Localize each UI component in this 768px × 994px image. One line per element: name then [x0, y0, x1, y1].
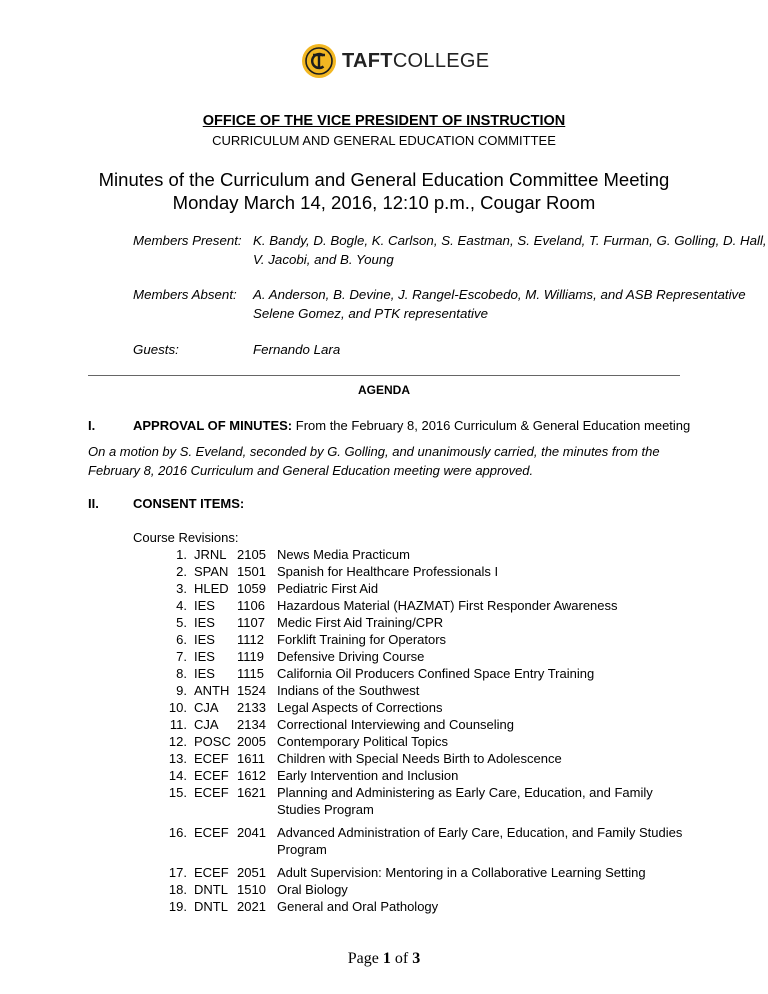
course-item	[133, 716, 693, 733]
committee-name: CURRICULUM AND GENERAL EDUCATION COMMITTEE	[212, 133, 556, 148]
course-number: 12.	[168, 734, 187, 749]
page-footer: Page 1 of 3	[347, 950, 421, 967]
course-code: 1107	[237, 615, 265, 630]
course-title: Defensive Driving Course	[277, 649, 425, 664]
guests-label: Guests:	[133, 342, 179, 357]
course-item	[133, 767, 693, 784]
course-number: 1.	[176, 547, 187, 562]
course-item	[133, 614, 693, 631]
meeting-title-line2: Monday March 14, 2016, 12:10 p.m., Cougar Room	[172, 192, 596, 213]
course-dept: POSC	[194, 734, 231, 749]
course-number: 17.	[168, 865, 187, 880]
course-code: 1510	[237, 882, 266, 897]
course-title: Early Intervention and Inclusion	[277, 768, 459, 783]
course-title: Medic First Aid Training/CPR	[277, 615, 444, 630]
course-item	[133, 648, 693, 665]
course-number: 11.	[169, 717, 187, 732]
course-number: 9.	[176, 683, 187, 698]
course-number: 15.	[168, 785, 187, 800]
course-code: 1115	[237, 666, 264, 681]
course-title: Oral Biology	[277, 882, 348, 897]
course-number: 14.	[168, 768, 187, 783]
course-number: 7.	[176, 649, 187, 664]
course-title: News Media Practicum	[277, 547, 410, 562]
course-number: 4.	[176, 598, 187, 613]
course-item	[133, 631, 693, 648]
members-present-value: K. Bandy, D. Bogle, K. Carlson, S. Eastman, S. Eveland, T. Furman, G. Golling, D. Hall, V. Jacobi, and B. Young	[253, 233, 767, 267]
course-title: Advanced Administration of Early Care, Education, and Family Studies Program	[277, 825, 683, 857]
course-title: Spanish for Healthcare Professionals I	[277, 564, 499, 579]
course-item	[133, 733, 693, 750]
course-code: 1112	[237, 632, 264, 647]
course-code: 1106	[237, 598, 265, 613]
course-dept: ECEF	[194, 768, 229, 783]
course-code: 2134	[237, 717, 266, 732]
section-heading: CONSENT ITEMS:	[133, 496, 245, 511]
office-title: OFFICE OF THE VICE PRESIDENT OF INSTRUCTION	[202, 113, 566, 129]
course-title: California Oil Producers Confined Space Entry Training	[277, 666, 595, 681]
course-title: Indians of the Southwest	[277, 683, 420, 698]
course-code: 2051	[237, 865, 266, 880]
members-present-label: Members Present:	[133, 233, 242, 248]
course-code: 2133	[237, 700, 266, 715]
course-title: Correctional Interviewing and Counseling	[277, 717, 515, 732]
course-title: Forklift Training for Operators	[277, 632, 447, 647]
course-number: 2.	[176, 564, 187, 579]
course-dept: CJA	[194, 700, 219, 715]
course-item	[133, 580, 693, 597]
agenda-heading: AGENDA	[357, 383, 410, 397]
course-dept: SPAN	[194, 564, 229, 579]
course-code: 1612	[237, 768, 266, 783]
course-dept: JRNL	[194, 547, 227, 562]
course-dept: ECEF	[194, 825, 229, 840]
course-number: 16.	[168, 825, 187, 840]
course-code: 1059	[237, 581, 266, 596]
course-title: Adult Supervision: Mentoring in a Collaborative Learning Setting	[277, 865, 646, 880]
course-code: 1524	[237, 683, 266, 698]
course-item	[133, 881, 693, 898]
section-heading: APPROVAL OF MINUTES: From the February 8, 2016 Curriculum & General Education meeting	[133, 418, 691, 433]
course-dept: ECEF	[194, 751, 229, 766]
course-item	[133, 784, 693, 817]
course-item	[133, 563, 693, 580]
course-item	[133, 699, 693, 716]
course-dept: ECEF	[194, 865, 229, 880]
course-number: 3.	[176, 581, 187, 596]
course-number: 18.	[168, 882, 187, 897]
course-item	[133, 546, 693, 563]
course-number: 8.	[176, 666, 187, 681]
course-number: 5.	[176, 615, 187, 630]
section-number: II.	[88, 496, 99, 511]
members-absent-label: Members Absent:	[133, 287, 237, 302]
course-dept: ECEF	[194, 785, 229, 800]
course-dept: DNTL	[194, 899, 228, 914]
course-item	[133, 898, 693, 915]
course-title: Children with Special Needs Birth to Adolescence	[277, 751, 562, 766]
course-code: 2105	[237, 547, 266, 562]
course-code: 2005	[237, 734, 266, 749]
course-title: General and Oral Pathology	[277, 899, 439, 914]
course-dept: IES	[194, 615, 215, 630]
taft-college-logo	[302, 42, 489, 80]
course-item	[133, 864, 693, 881]
course-dept: IES	[194, 649, 215, 664]
course-title: Contemporary Political Topics	[277, 734, 448, 749]
course-item	[133, 597, 693, 614]
course-dept: IES	[194, 598, 215, 613]
divider	[88, 375, 680, 376]
course-item	[133, 682, 693, 699]
course-code: 2041	[237, 825, 266, 840]
section-number: I.	[88, 418, 96, 433]
course-title: Hazardous Material (HAZMAT) First Responder Awareness	[277, 598, 618, 613]
course-dept: IES	[194, 632, 215, 647]
college-seal-icon	[302, 44, 336, 78]
members-absent-value: A. Anderson, B. Devine, J. Rangel-Escobedo, M. Williams, and ASB Representative Selene Gomez, and PTK representative	[253, 287, 746, 321]
course-code: 1119	[237, 649, 264, 664]
meeting-title-line1: Minutes of the Curriculum and General Education Committee Meeting	[98, 169, 670, 190]
course-dept: DNTL	[194, 882, 228, 897]
course-title: Pediatric First Aid	[277, 581, 379, 596]
course-item	[133, 750, 693, 767]
guests-value: Fernando Lara	[253, 342, 341, 357]
course-item	[133, 824, 693, 857]
course-number: 19.	[168, 899, 187, 914]
meeting-title	[0, 168, 768, 214]
course-dept: HLED	[194, 581, 229, 596]
course-number: 13.	[168, 751, 187, 766]
course-number: 6.	[176, 632, 187, 647]
course-code: 1611	[237, 751, 265, 766]
course-item	[133, 665, 693, 682]
course-title: Legal Aspects of Corrections	[277, 700, 443, 715]
course-dept: IES	[194, 666, 215, 681]
course-revisions-heading: Course Revisions:	[133, 530, 239, 545]
motion-text: On a motion by S. Eveland, seconded by G. Golling, and unanimously carried, the minutes from the February 8, 2016 Curriculum and General Education meeting were approved.	[88, 444, 660, 478]
course-dept: ANTH	[194, 683, 230, 698]
course-title: Planning and Administering as Early Care, Education, and Family Studies Program	[277, 785, 653, 817]
course-dept: CJA	[194, 717, 219, 732]
course-number: 10.	[168, 700, 187, 715]
course-code: 2021	[237, 899, 266, 914]
course-code: 1501	[237, 564, 266, 579]
course-code: 1621	[237, 785, 266, 800]
logo-wordmark: TAFTCOLLEGE	[342, 49, 490, 72]
